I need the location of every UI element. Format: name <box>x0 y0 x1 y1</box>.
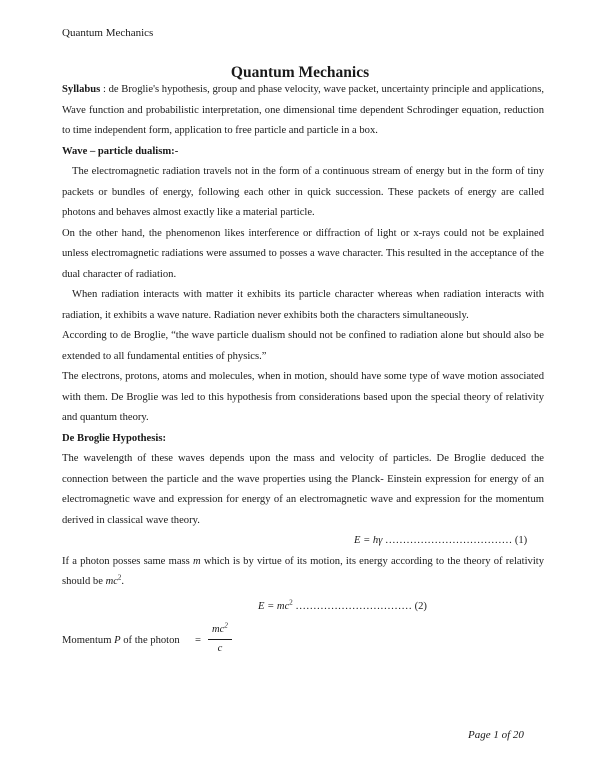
superscript: 2 <box>289 597 293 606</box>
syllabus-label: Syllabus <box>62 84 101 95</box>
equation-2-expr: E = mc <box>258 600 290 612</box>
paragraph-photons: The electromagnetic radiation travels not in the form of a continuous stream of energy but in the form of tiny packets or bundles of energy, following each other in quick succession. These packets of energy are called photons and behaves almost exactly like a material particle. <box>62 166 544 218</box>
section-heading-de-broglie: De Broglie Hypothesis: <box>62 432 166 444</box>
text-fragment: which is by virtue of its motion, its energy according to the theory of relativity should be <box>62 555 544 587</box>
momentum-label <box>62 631 180 652</box>
text-fragment: . <box>121 576 125 587</box>
momentum-equation <box>62 621 544 661</box>
syllabus-text: : de Broglie's hypothesis, group and phase velocity, wave packet, uncertainty principle and applications, Wave function and probabilistic interpretation, one dimensional time dependent Schrodinger equation, reduction to time independent form, application to free particle and particle in a box. <box>62 84 544 136</box>
fraction-numerator <box>208 621 232 640</box>
paragraph-wave-motion: The electrons, protons, atoms and molecules, when in motion, should have some type of wave motion associated with them. De Broglie was led to this hypothesis from considerations based upon the special theory of relativity and quantum theory. <box>62 371 544 423</box>
paragraph-wavelength: The wavelength of these waves depends upon the mass and velocity of particles. De Broglie deduced the connection between the particle and the wave properties using the Planck- Einstein expression for energy of an electromagnetic wave and expression for energy of an electromagnetic wave and expression for the momentum derived in classical wave theory. <box>62 453 544 526</box>
document-body <box>62 80 544 661</box>
paragraph-interaction: When radiation interacts with matter it exhibits its particle character whereas when radiation interacts with radiation, it exhibits a wave nature. Radiation never exhibits both the characters simultaneously. <box>62 289 544 321</box>
page-number: Page 1 of 20 <box>468 729 524 741</box>
superscript: 2 <box>117 573 122 582</box>
equation-1-number: ……………………………… (1) <box>382 535 528 546</box>
symbol-p: P <box>114 635 121 646</box>
equation-1-expr: E = hγ <box>354 535 383 546</box>
syllabus-paragraph <box>62 80 544 142</box>
paragraph-relativity <box>62 552 544 593</box>
page-title: Quantum Mechanics <box>230 64 370 81</box>
equation-1 <box>62 531 544 552</box>
text-fragment: If a photon posses same mass <box>62 555 193 567</box>
text-fragment: of the photon <box>120 635 180 646</box>
symbol-m: m <box>192 555 201 567</box>
running-header: Quantum Mechanics <box>62 27 154 39</box>
text-fragment: Momentum <box>62 635 115 646</box>
fraction-mc2-over-c <box>208 621 232 658</box>
symbol-mc: mc <box>105 576 118 587</box>
fraction-denominator: c <box>217 643 223 654</box>
paragraph-de-broglie-quote: According to de Broglie, “the wave particle dualism should not be confined to radiation alone but should also be extended to all fundamental entities of physics.” <box>62 330 544 362</box>
superscript: 2 <box>224 621 228 630</box>
numerator-text: mc <box>212 624 225 635</box>
paragraph-wave-character: On the other hand, the phenomenon likes interference or diffraction of light or x-rays could not be explained unless electromagnetic radiations were assumed to posses a wave character. This resulted in the acceptance of the dual character of radiation. <box>62 227 544 280</box>
equation-2-number: …………………………… (2) <box>292 600 427 612</box>
section-heading-wave-particle: Wave – particle dualism:- <box>62 145 179 157</box>
equation-2 <box>62 597 544 618</box>
equals-sign: = <box>195 635 201 646</box>
